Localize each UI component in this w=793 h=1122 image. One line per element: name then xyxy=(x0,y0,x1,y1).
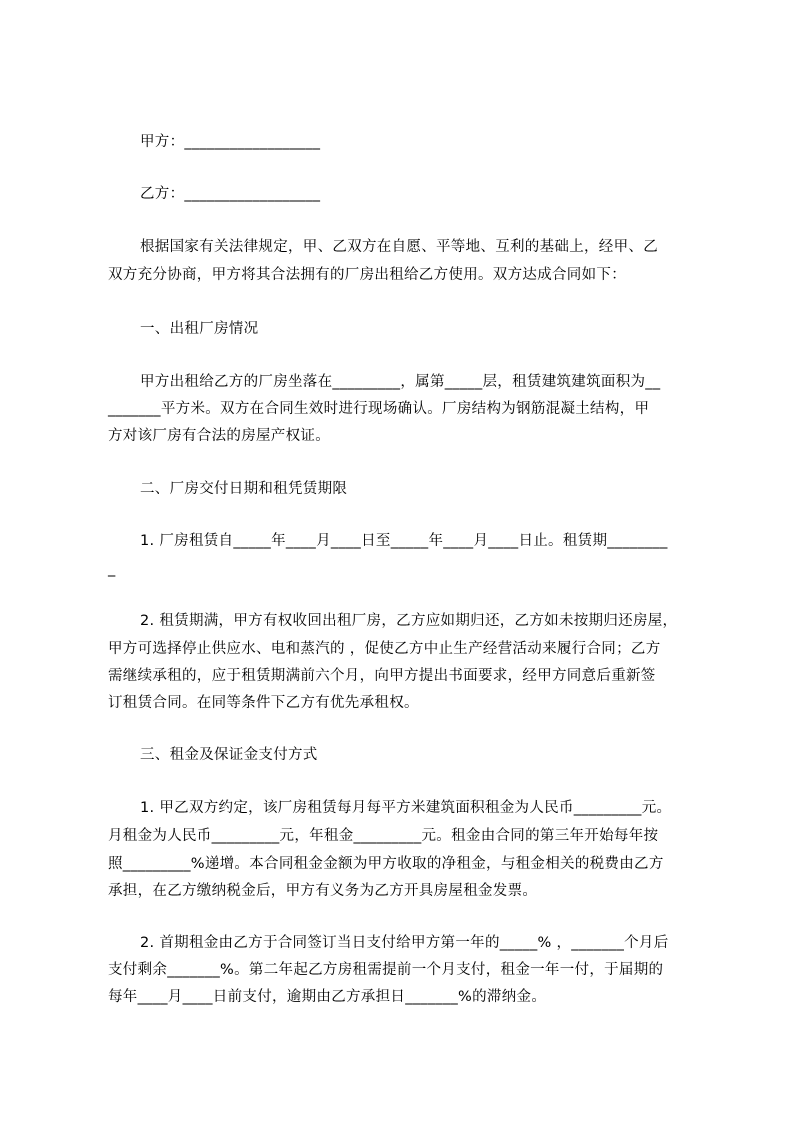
section1-heading: 一、出租厂房情况 xyxy=(140,321,259,337)
intro-line-2: 双方充分协商，甲方将其合法拥有的厂房出租给乙方使用。双方达成合同如下： xyxy=(108,267,626,283)
section1-line-1: 甲方出租给乙方的厂房坐落在_________，属第_____层，租赁建筑建筑面积为__ xyxy=(140,374,661,390)
section2-heading: 二、厂房交付日期和租凭赁期限 xyxy=(140,481,348,497)
section2-item1-line-1: 1. 厂房租赁自_____年____月____日至_____年____月____日止。租赁期________ xyxy=(140,533,668,549)
section3-item1-line-4: 承担，在乙方缴纳税金后，甲方有义务为乙方开具房屋租金发票。 xyxy=(108,883,538,899)
section2-item2-line-3: 需继续承租的，应于租赁期满前六个月，向甲方提出书面要求，经甲方同意后重新签 xyxy=(108,668,656,684)
section3-item2-line-2: 支付剩余_______%。第二年起乙方房租需提前一个月支付，租金一年一付，于届期的 xyxy=(108,962,664,978)
section1-line-2: _______平方米。双方在合同生效时进行现场确认。厂房结构为钢筋混凝土结构，甲 xyxy=(108,401,650,417)
section3-item1-line-2: 月租金为人民币_________元，年租金_________元。租金由合同的第三年开始每年按 xyxy=(108,828,659,844)
intro-line-1: 根据国家有关法律规定，甲、乙双方在自愿、平等地、互利的基础上，经甲、乙 xyxy=(140,239,658,255)
section2-item2-line-4: 订租赁合同。在同等条件下乙方有优先承租权。 xyxy=(108,695,419,711)
section3-item1-line-3: 照_________%递增。本合同租金金额为甲方收取的净租金，与租金相关的税费由乙方 xyxy=(108,856,664,872)
party-b-line: 乙方：__________________ xyxy=(140,186,321,202)
section2-item2-line-1: 2. 租赁期满，甲方有权收回出租厂房，乙方应如期归还，乙方如未按期归还房屋， xyxy=(140,613,678,629)
section2-item2-line-2: 甲方可选择停止供应水、电和蒸汽的 ，促使乙方中止生产经营活动来履行合同；乙方 xyxy=(108,641,661,657)
section3-heading: 三、租金及保证金支付方式 xyxy=(140,747,318,763)
section3-item1-line-1: 1. 甲乙双方约定，该厂房租赁每月每平方米建筑面积租金为人民币_________元。 xyxy=(140,800,672,816)
section1-line-3: 方对该厂房有合法的房屋产权证。 xyxy=(108,428,330,444)
section2-item1-line-2: _ xyxy=(108,561,116,577)
party-a-line: 甲方：__________________ xyxy=(140,134,321,150)
section3-item2-line-1: 2. 首期租金由乙方于合同签订当日支付给甲方第一年的_____% ，_______个月后 xyxy=(140,935,669,951)
section3-item2-line-3: 每年____月____日前支付，逾期由乙方承担日_______%的滞纳金。 xyxy=(108,989,547,1005)
